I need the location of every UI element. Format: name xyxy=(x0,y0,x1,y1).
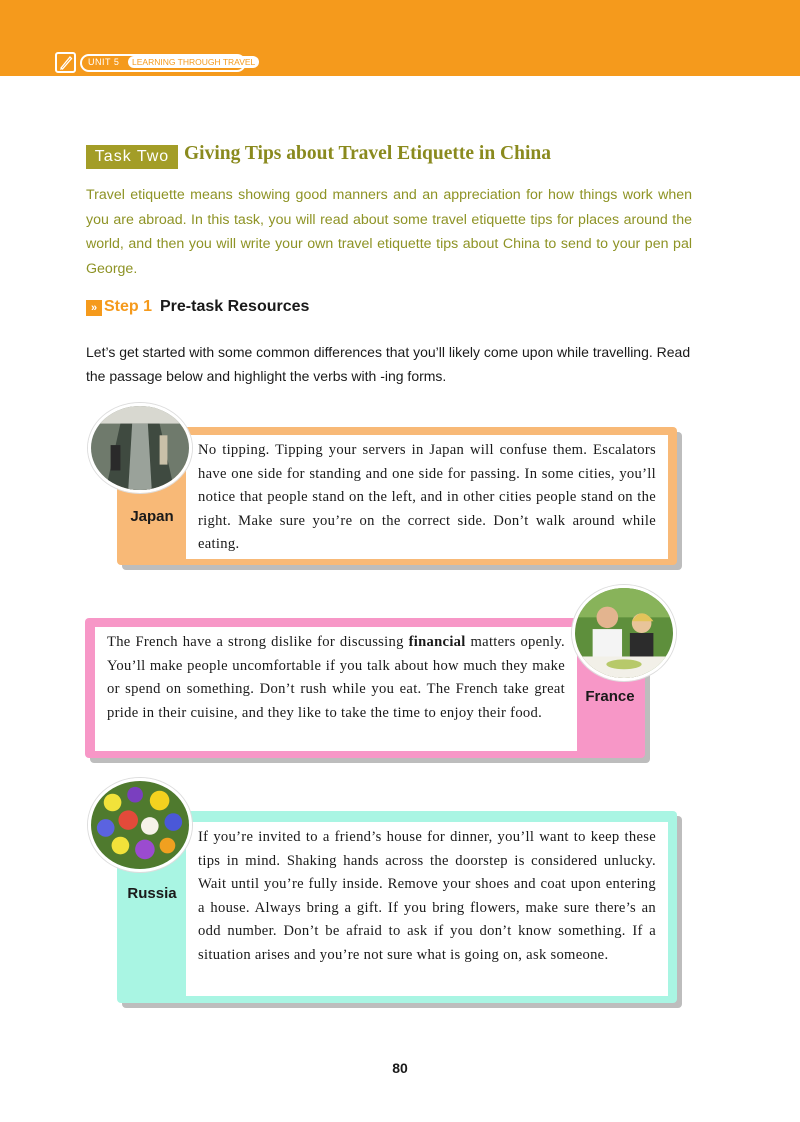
france-dining-photo xyxy=(572,585,676,681)
japan-tip-text: No tipping. Tipping your servers in Japan will confuse them. Escalators have one side for standing and one side for passing. In some cities, you’ll notice that people stand on the left, and in other cities people stand on the right. Make sure you’re on the correct side. Don’t walk around while eating. xyxy=(186,435,668,559)
france-tip-text xyxy=(95,627,577,751)
russia-tip-text: If you’re invited to a friend’s house for dinner, you’ll want to keep these tips in mind. Shaking hands across the doorstep is considered unlucky. Wait until you’re fully inside. Remove your shoes and coat upon entering a house. Always bring a gift. If you bring flowers, make sure there’s an odd number. Don’t be afraid to ask if you don’t know something. If a situation arises and you’re not sure what is going on, ask someone. xyxy=(186,822,668,996)
pen-icon xyxy=(55,52,76,73)
russia-label: Russia xyxy=(127,885,177,902)
japan-escalator-photo xyxy=(88,403,192,493)
france-tip-text-bold: financial xyxy=(408,634,466,650)
france-tip-text-start: The French have a strong dislike for discussing xyxy=(107,634,409,650)
unit-title: LEARNING THROUGH TRAVEL xyxy=(128,56,259,68)
unit-label: UNIT 5 xyxy=(88,57,120,67)
russia-flowers-photo xyxy=(88,778,192,872)
page-number: 80 xyxy=(392,1060,408,1076)
france-label: France xyxy=(585,688,635,705)
task-intro: Travel etiquette means showing good manners and an appreciation for how things work when you are abroad. In this task, you will read about some travel etiquette tips for places around the world, and then you will write your own travel etiquette tips about China to send to your pen pal George. xyxy=(86,187,692,277)
step-title: Pre-task Resources xyxy=(160,298,310,315)
japan-label: Japan xyxy=(130,508,174,525)
task-title: Giving Tips about Travel Etiquette in China xyxy=(184,143,551,164)
task-tag: Task Two xyxy=(86,145,178,169)
double-chevron-icon: » xyxy=(86,300,102,316)
step-label: Step 1 xyxy=(104,298,153,315)
france-tip-text-end: matters openly. You’ll make people uncomfortable if you talk about how much they make or spend on something. Don’t rush while you eat. The French take great pride in their cuisine, and they like to take the time to enjoy their food. xyxy=(107,634,565,721)
step-description: Let’s get started with some common differences that you’ll likely come upon while travelling. Read the passage below and highlight the verbs with -ing forms. xyxy=(86,344,691,384)
pen-icon-graphic xyxy=(57,54,74,71)
